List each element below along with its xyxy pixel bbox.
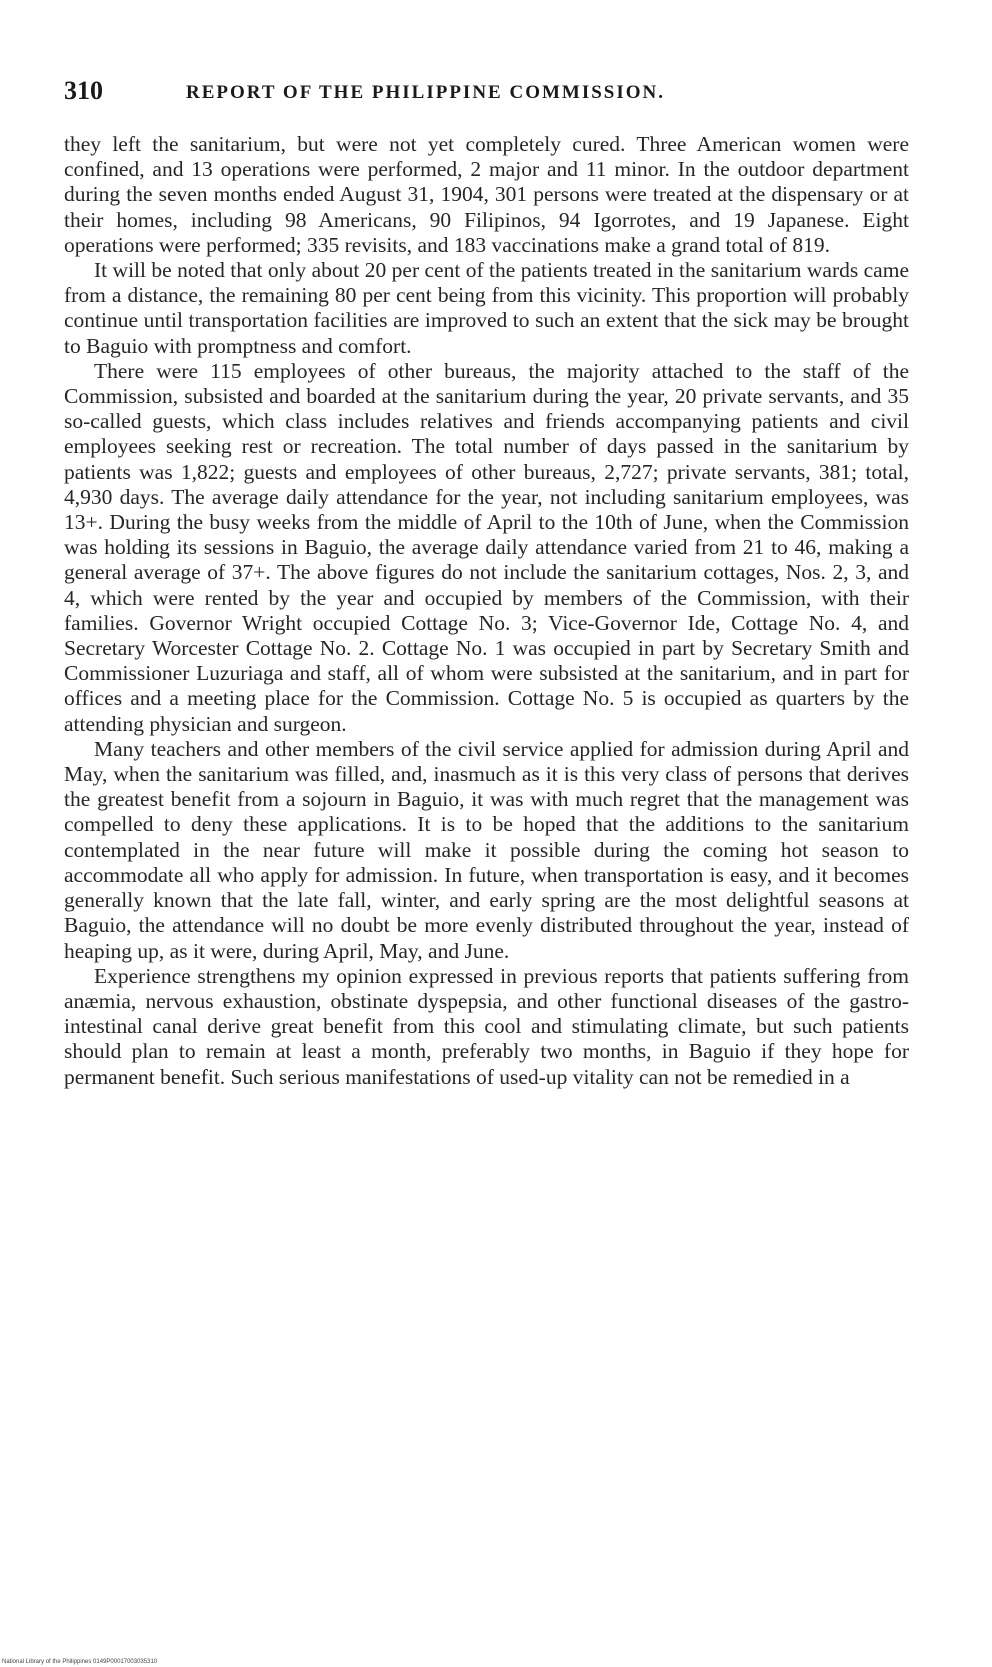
- paragraph-continuation: they left the sanitarium, but were not yet completely cured. Three American women were confined, and 13 operations were performed, 2 major and 11 minor. In the outdoor department during the seven months ended August 31, 1904, 301 persons were treated at the dispensary or at their homes, including 98 Americans, 90 Filipinos, 94 Igorrotes, and 19 Japanese. Eight operations were performed; 335 revisits, and 183 vaccinations make a grand total of 819.: [64, 132, 909, 257]
- running-title: REPORT OF THE PHILIPPINE COMMISSION.: [186, 82, 666, 103]
- page-header: [64, 76, 924, 116]
- paragraph-employees-attendance: There were 115 employees of other bureaus, the majority attached to the staff of the Commission, subsisted and boarded at the sanitarium during the year, 20 private servants, and 35 so-called guests, which class includes relatives and friends accompanying patients and civil employees seeking rest or recreation. The total number of days passed in the sanitarium by patients was 1,822; guests and employees of other bureaus, 2,727; private servants, 381; total, 4,930 days. The average daily attendance for the year, not including sanitarium employees, was 13+. During the busy weeks from the middle of April to the 10th of June, when the Commission was holding its sessions in Baguio, the average daily attendance varied from 21 to 46, making a general average of 37+. The above figures do not include the sanitarium cottages, Nos. 2, 3, and 4, which were rented by the year and occupied by members of the Commission, with their families. Governor Wright occupied Cottage No. 3; Vice-Governor Ide, Cottage No. 4, and Secretary Worcester Cottage No. 2. Cottage No. 1 was occupied in part by Secretary Smith and Commissioner Luzuriaga and staff, all of whom were subsisted at the sanitarium, and in part for offices and a meeting place for the Commission. Cottage No. 5 is occupied as quarters by the attending physician and surgeon.: [64, 358, 909, 736]
- library-stamp: National Library of the Philippines 0149P00017003035310: [2, 1659, 158, 1665]
- page-number: 310: [64, 76, 103, 105]
- body-text: [64, 132, 909, 1090]
- paragraph-patient-origin: It will be noted that only about 20 per cent of the patients treated in the sanitarium wards came from a distance, the remaining 80 per cent being from this vicinity. This proportion will probably continue until transportation facilities are improved to such an extent that the sick may be brought to Baguio with promptness and comfort.: [64, 258, 909, 358]
- paragraph-admission-applications: Many teachers and other members of the civil service applied for admission during April and May, when the sanitarium was filled, and, inasmuch as it is this very class of persons that derives the greatest benefit from a sojourn in Baguio, it was with much regret that the management was compelled to deny these applications. It is to be hoped that the additions to the sanitarium contemplated in the near future will make it possible during the coming hot season to accommodate all who apply for admission. In future, when transportation is easy, and it becomes generally known that the late fall, winter, and early spring are the most delightful seasons at Baguio, the attendance will no doubt be more evenly distributed throughout the year, instead of heaping up, as it were, during April, May, and June.: [64, 736, 909, 963]
- paragraph-experience: Experience strengthens my opinion expressed in previous reports that patients suffering from anæmia, nervous exhaustion, obstinate dyspepsia, and other functional diseases of the gastro-intestinal canal derive great benefit from this cool and stimulating climate, but such patients should plan to remain at least a month, preferably two months, in Baguio if they hope for permanent benefit. Such serious manifestations of used-up vitality can not be remedied in a: [64, 963, 909, 1089]
